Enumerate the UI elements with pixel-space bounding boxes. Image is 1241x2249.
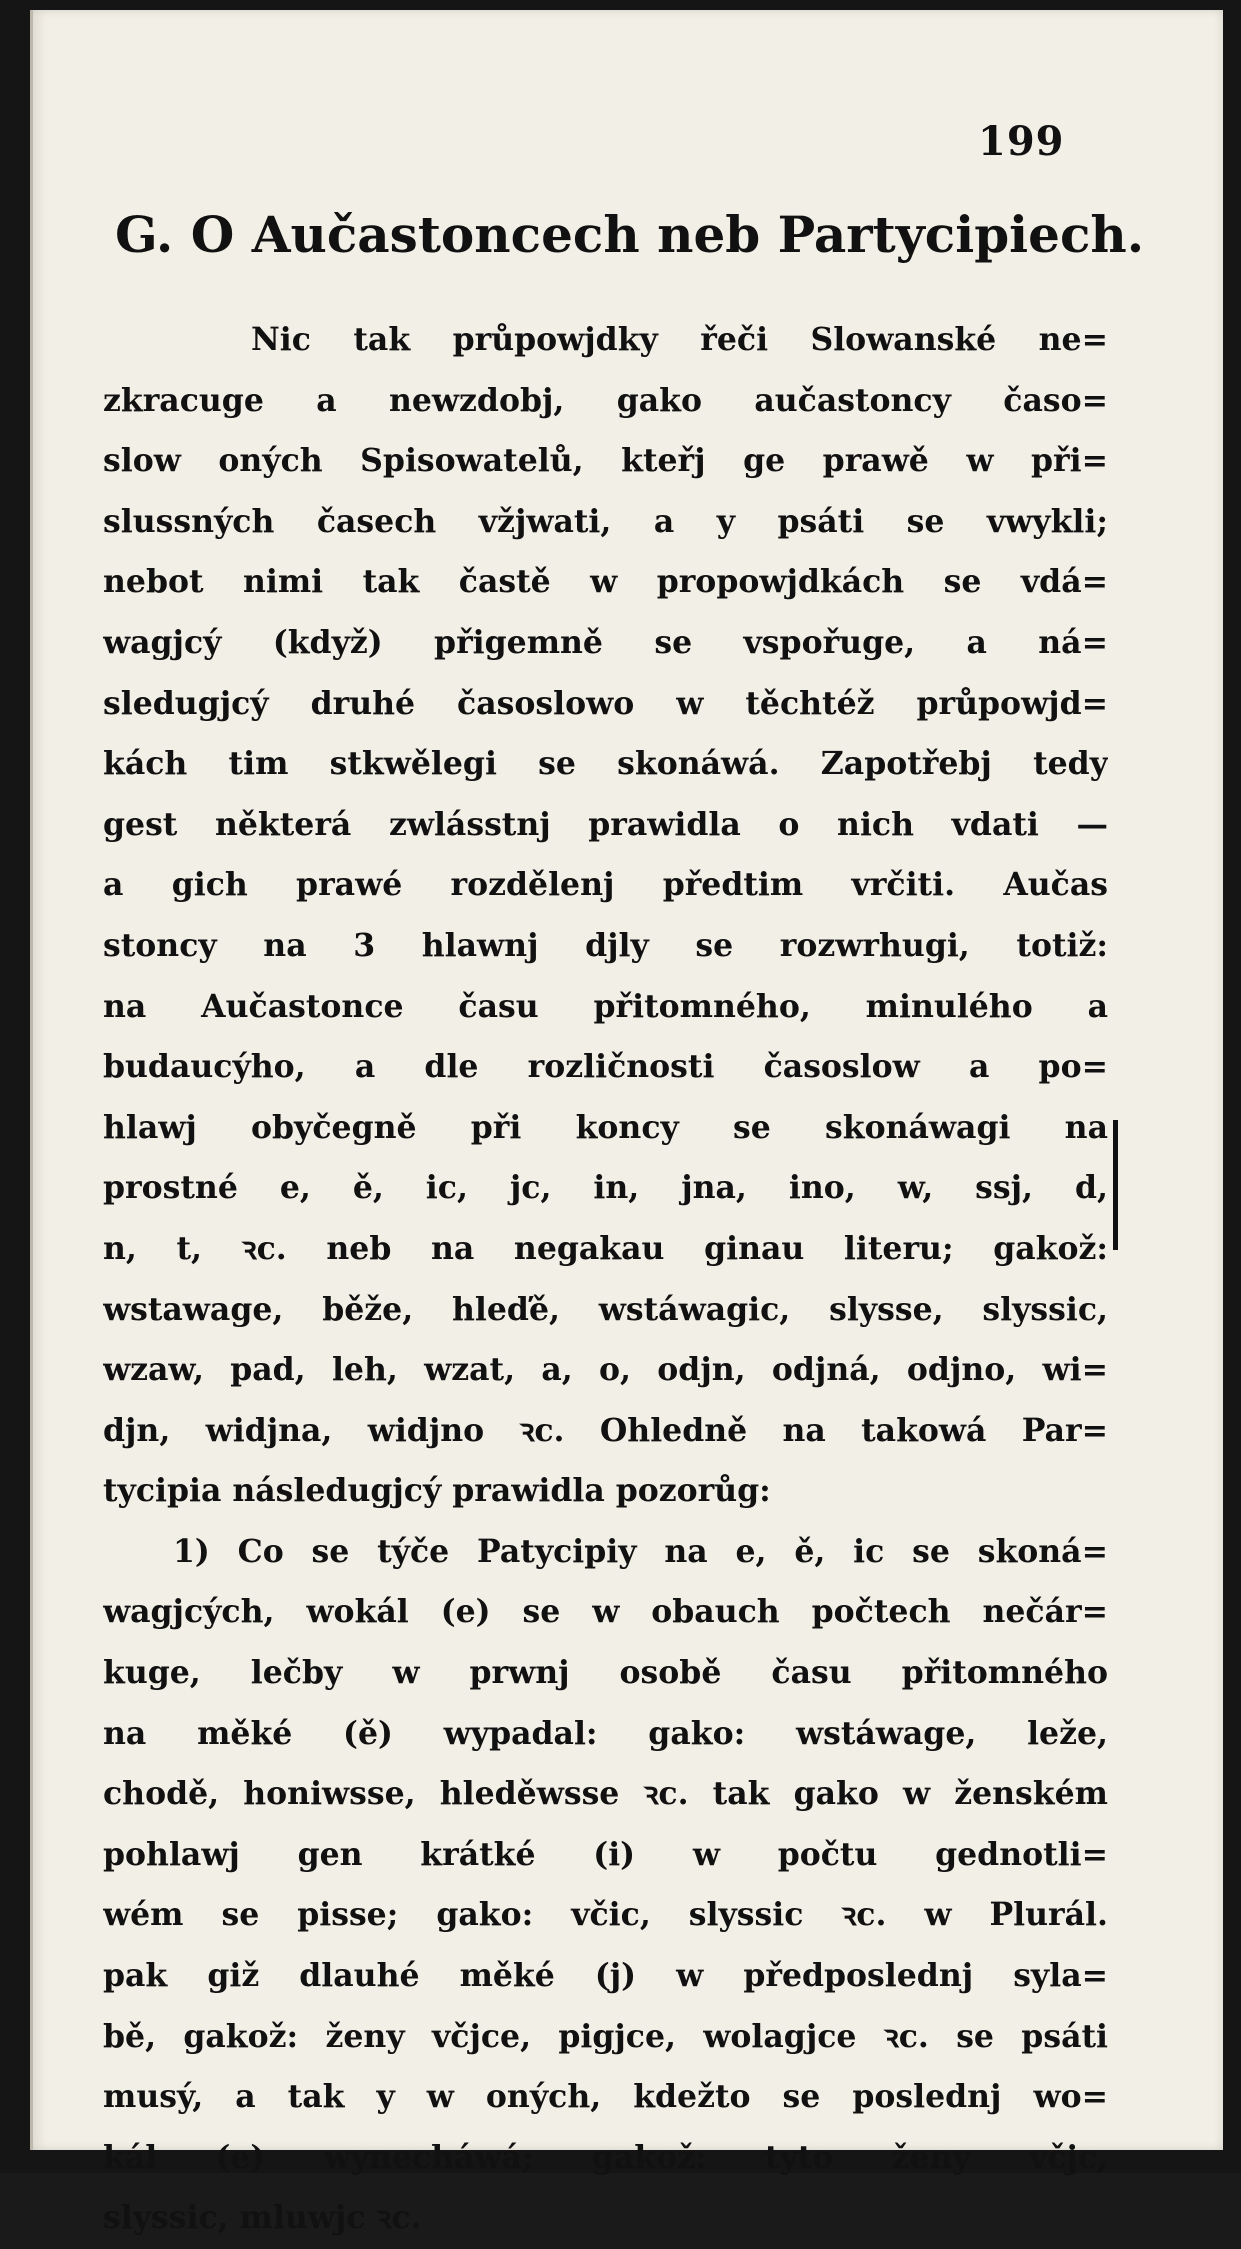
- book-page: [30, 10, 1223, 2237]
- text-line: djn, widjna, widjno ꝛc. Ohledně na takowá Par=: [103, 1411, 1108, 1449]
- text-line: nebot nimi tak častě w propowjdkách se vdá=: [103, 563, 1108, 601]
- page-number: 199: [978, 118, 1065, 165]
- text-line: tycipia následugjcý prawidla pozorůg:: [103, 1472, 771, 1510]
- section-heading: G. O Aučastoncech neb Partycipiech.: [115, 205, 1145, 264]
- text-line: pohlawj gen krátké (i) w počtu gednotli=: [103, 1835, 1108, 1873]
- text-line: hlawj obyčegně při koncy se skonáwagi na: [103, 1108, 1108, 1146]
- text-line: n, t, ꝛc. neb na negakau ginau literu; gakož:: [103, 1229, 1108, 1267]
- text-line: a gich prawé rozdělenj předtim vrčiti. Aučas: [103, 866, 1108, 904]
- text-line: musý, a tak y w oných, kdežto se poslednj wo=: [103, 2078, 1108, 2116]
- text-line: sledugjcý druhé časoslowo w těchtéž průpowjd=: [103, 684, 1108, 722]
- text-line: Nic tak průpowjdky řeči Slowanské ne=: [251, 321, 1108, 358]
- text-line: bě, gakož: ženy včjce, pigjce, wolagjce ꝛc. se psáti: [103, 2017, 1108, 2055]
- text-line: zkracuge a newzdobj, gako aučastoncy časo=: [103, 381, 1108, 419]
- text-line: kál (e) wynecháwá; gakož: tyto ženy včjc,: [103, 2138, 1108, 2176]
- text-line: kuge, lečby w prwnj osobě času přitomného: [103, 1654, 1108, 1692]
- text-line: slyssic, mluwjc ꝛc.: [103, 2199, 422, 2237]
- text-line: stoncy na 3 hlawnj djly se rozwrhugi, totiž:: [103, 926, 1108, 964]
- text-line: slow oných Spisowatelů, kteřj ge prawě w při=: [103, 442, 1108, 480]
- body-text: [103, 310, 1108, 2249]
- text-line: gest některá zwlásstnj prawidla o nich vdati —: [103, 805, 1108, 843]
- text-line: wagjcých, wokál (e) se w obauch počtech nečár=: [103, 1593, 1108, 1631]
- text-line: slussných časech vžjwati, a y psáti se vwykli;: [103, 502, 1108, 540]
- text-line: wstawage, běže, hleďě, wstáwagic, slysse, slyssic,: [103, 1290, 1108, 1328]
- text-line: budaucýho, a dle rozličnosti časoslow a po=: [103, 1048, 1108, 1086]
- text-line: kách tim stkwělegi se skonáwá. Zapotřebj tedy: [103, 745, 1108, 783]
- text-line: na měké (ě) wypadal: gako: wstáwage, leže,: [103, 1714, 1108, 1752]
- margin-mark: [1113, 1120, 1118, 1250]
- text-line: wém se pisse; gako: včic, slyssic ꝛc. w Plurál.: [103, 1896, 1108, 1934]
- text-line: wagjcý (když) přigemně se vspořuge, a ná=: [103, 623, 1108, 661]
- text-line: pak giž dlauhé měké (j) w předposlednj syla=: [103, 1957, 1108, 1995]
- text-line: wzaw, pad, leh, wzat, a, o, odjn, odjná, odjno, wi=: [103, 1351, 1108, 1389]
- text-line: prostné e, ě, ic, jc, in, jna, ino, w, ssj, d,: [103, 1169, 1108, 1207]
- text-line: 1) Co se týče Patycipiy na e, ě, ic se skoná=: [173, 1532, 1108, 1570]
- text-line: na Aučastonce času přitomného, minulého a: [103, 987, 1108, 1025]
- text-line: chodě, honiwsse, hleděwsse ꝛc. tak gako w ženském: [103, 1775, 1108, 1813]
